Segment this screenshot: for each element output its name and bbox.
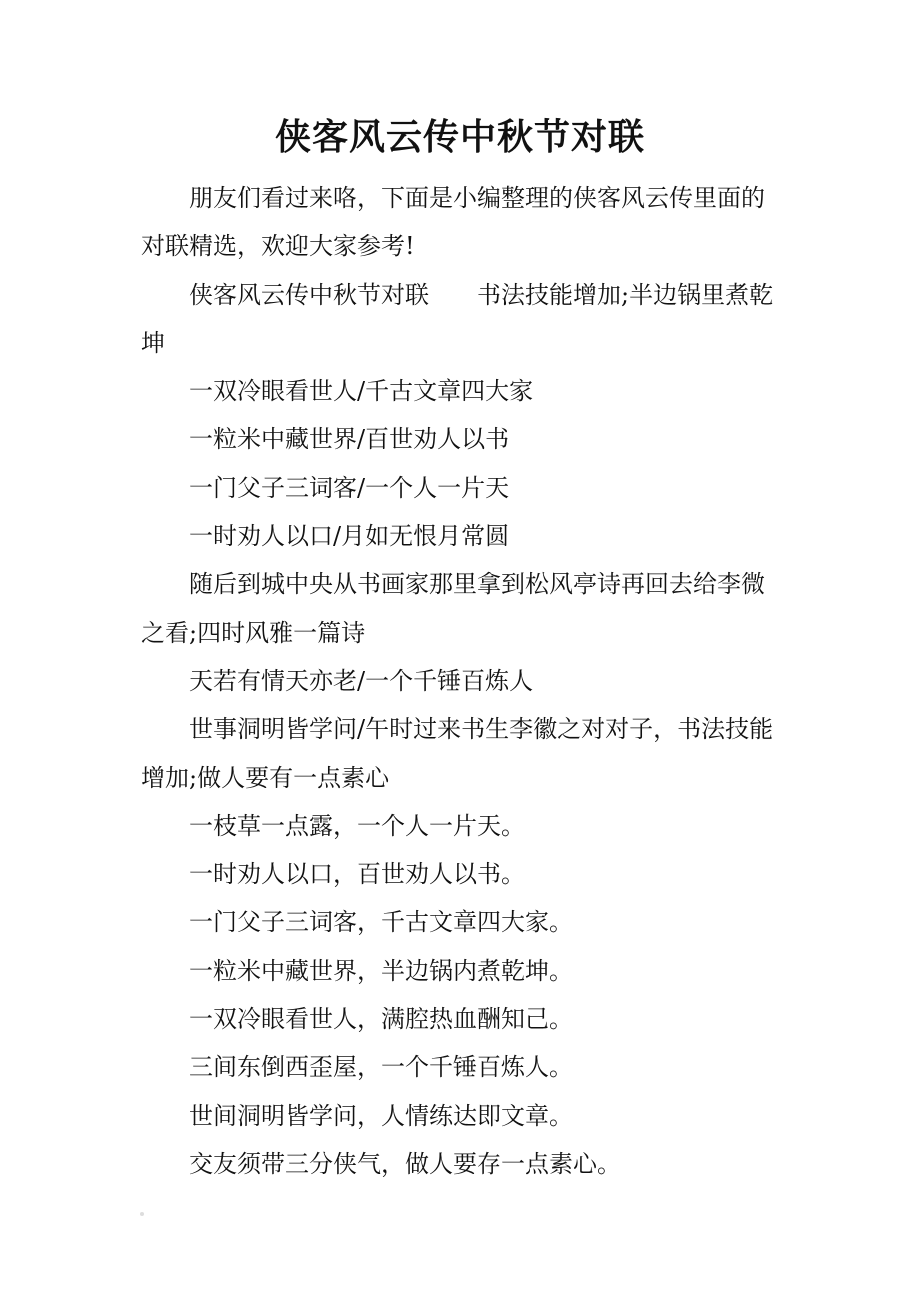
paragraph-couplet-line: 一门父子三词客/一个人一片天	[189, 473, 510, 502]
paragraph-couplet-line: 一时劝人以口/月如无恨月常圆	[189, 522, 510, 551]
paragraph-couplet-line: 三间东倒西歪屋，一个千锤百炼人。	[189, 1053, 573, 1082]
paragraph-couplet-line: 一双冷眼看世人，满腔热血酬知己。	[189, 1005, 573, 1034]
paragraph-couplet-line: 一时劝人以口，百世劝人以书。	[189, 860, 525, 889]
paragraph-couplet-heading: 侠客风云传中秋节对联 书法技能增加;半边锅里煮乾坤	[141, 280, 774, 357]
document-title: 侠客风云传中秋节对联	[274, 116, 645, 158]
paragraph-couplet-line: 天若有情天亦老/一个千锤百炼人	[189, 666, 534, 695]
page-dot-mark	[140, 1212, 144, 1216]
paragraph-couplet-line: 世间洞明皆学问，人情练达即文章。	[189, 1101, 573, 1130]
paragraph-couplet-line: 一粒米中藏世界，半边锅内煮乾坤。	[189, 956, 573, 985]
paragraph-intro: 朋友们看过来咯，下面是小编整理的侠客风云传里面的对联精选，欢迎大家参考!	[141, 184, 765, 261]
paragraph-couplet-line: 一枝草一点露，一个人一片天。	[189, 811, 525, 840]
paragraph-couplet-line: 一粒米中藏世界/百世劝人以书	[189, 425, 510, 454]
paragraph-couplet-line: 一双冷眼看世人/千古文章四大家	[189, 377, 534, 406]
paragraph-couplet-line: 交友须带三分侠气，做人要存一点素心。	[189, 1149, 621, 1178]
document-body	[141, 174, 783, 1188]
paragraph-couplet-line: 一门父子三词客，千古文章四大家。	[189, 908, 573, 937]
paragraph-instruction: 随后到城中央从书画家那里拿到松风亭诗再回去给李微之看;四时风雅一篇诗	[141, 570, 765, 647]
paragraph-instruction: 世事洞明皆学问/午时过来书生李徽之对对子，书法技能增加;做人要有一点素心	[141, 715, 774, 792]
